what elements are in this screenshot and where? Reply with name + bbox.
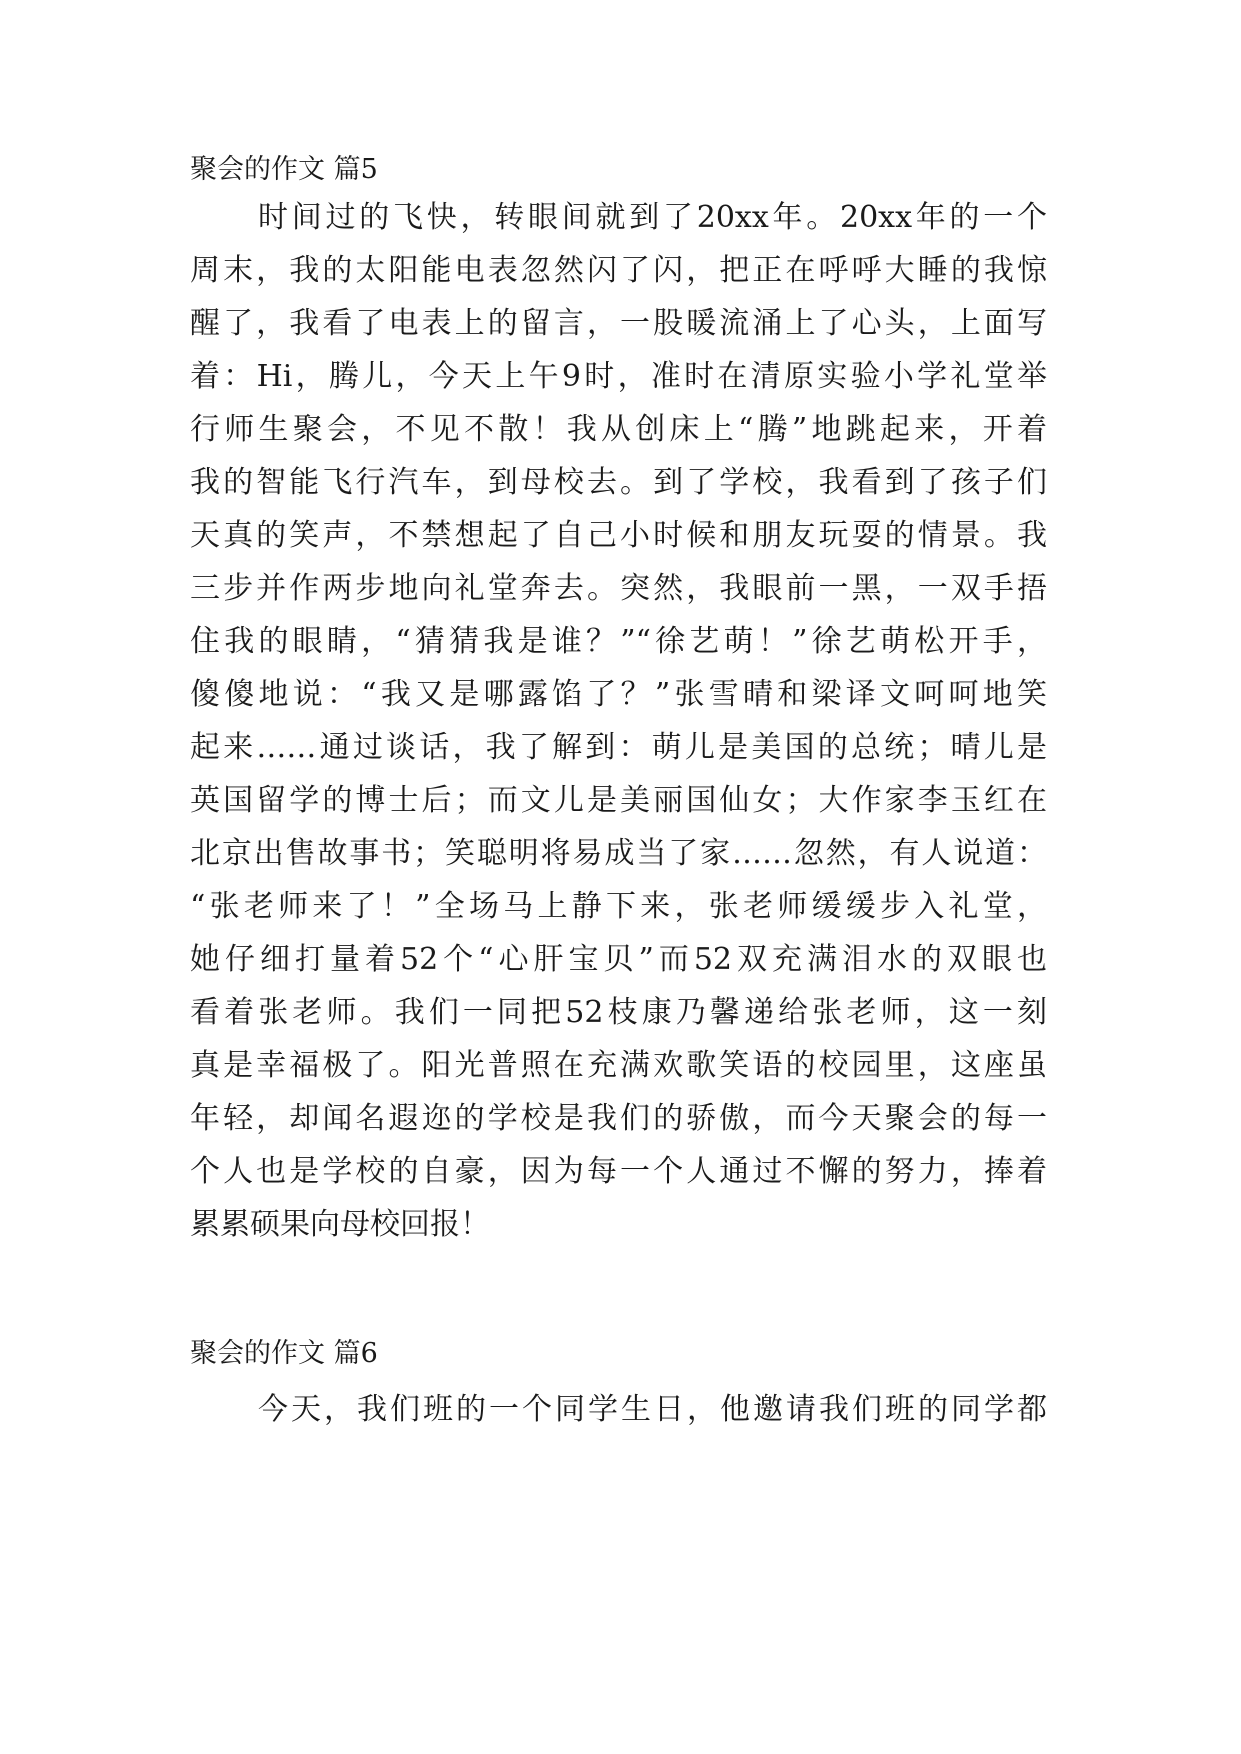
paragraph-line: 我的智能飞行汽车，到母校去。到了学校，我看到了孩子们: [190, 465, 1047, 500]
paragraph-line: 英国留学的博士后；而文儿是美丽国仙女；大作家李玉红在: [190, 783, 1047, 818]
paragraph-line: 天真的笑声，不禁想起了自己小时候和朋友玩耍的情景。我: [190, 518, 1047, 553]
paragraph-line: 行师生聚会，不见不散！我从创床上“腾”地跳起来，开着: [190, 412, 1047, 447]
section-title: 聚会的作文 篇5: [190, 154, 378, 185]
section-title: 聚会的作文 篇6: [190, 1338, 378, 1369]
paragraph-line: 起来……通过谈话，我了解到：萌儿是美国的总统；晴儿是: [190, 730, 1047, 765]
paragraph-line: 她仔细打量着52个“心肝宝贝”而52双充满泪水的双眼也: [190, 942, 1047, 977]
paragraph-line: 周末，我的太阳能电表忽然闪了闪，把正在呼呼大睡的我惊: [190, 253, 1047, 288]
paragraph-line: 年轻，却闻名遐迩的学校是我们的骄傲，而今天聚会的每一: [190, 1101, 1047, 1136]
paragraph-line: 傻傻地说：“我又是哪露馅了？”张雪晴和梁译文呵呵地笑: [190, 677, 1047, 712]
paragraph-line: 时间过的飞快，转眼间就到了20xx年。20xx年的一个: [258, 200, 1047, 235]
paragraph-line: 住我的眼睛，“猜猜我是谁？”“徐艺萌！”徐艺萌松开手，: [190, 624, 1047, 659]
paragraph-line: 北京出售故事书；笑聪明将易成当了家……忽然，有人说道：: [190, 836, 1047, 871]
paragraph-line: 真是幸福极了。阳光普照在充满欢歌笑语的校园里，这座虽: [190, 1048, 1047, 1083]
paragraph-line: 累累硕果向母校回报！: [190, 1207, 490, 1242]
paragraph-line: “张老师来了！”全场马上静下来，张老师缓缓步入礼堂，: [190, 889, 1047, 924]
paragraph-line: 着：Hi，腾儿，今天上午9时，准时在清原实验小学礼堂举: [190, 359, 1047, 394]
paragraph-line: 看着张老师。我们一同把52枝康乃馨递给张老师，这一刻: [190, 995, 1047, 1030]
paragraph-line: 个人也是学校的自豪，因为每一个人通过不懈的努力，捧着: [190, 1154, 1047, 1189]
paragraph-line: 三步并作两步地向礼堂奔去。突然，我眼前一黑，一双手捂: [190, 571, 1047, 606]
paragraph-line: 今天，我们班的一个同学生日，他邀请我们班的同学都: [258, 1392, 1047, 1427]
paragraph-line: 醒了，我看了电表上的留言，一股暖流涌上了心头，上面写: [190, 306, 1047, 341]
